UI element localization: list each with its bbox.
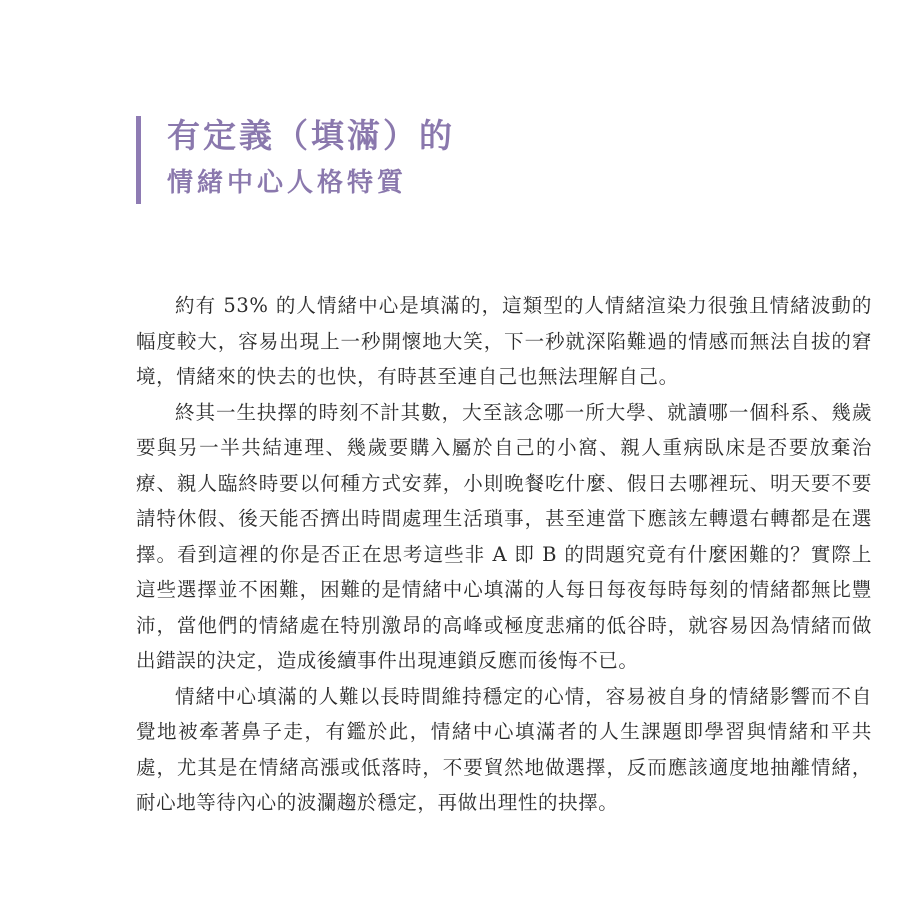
section-title-line2: 情緒中心人格特質 bbox=[167, 168, 408, 198]
section-title-line1: 有定義（填滿）的 bbox=[167, 116, 455, 155]
paragraph-2: 終其一生抉擇的時刻不計其數，大至該念哪一所大學、就讀哪一個科系、幾歲要與另一半共結連理、幾歲要購入屬於自己的小窩、親人重病臥床是否要放棄治療、親人臨終時要以何種方式安葬，小則晚餐吃什麼、假日去哪裡玩、明天要不要請特休假、後天能否擠出時間處理生活瑣事，甚至連當下應該左轉還右轉都是在選擇。看到這裡的你是否正在思考這些非 A 即 B 的問題究竟有什麼困難的？實際上這些選擇並不困難，困難的是情緒中心填滿的人每日每夜每時每刻的情緒都無比豐沛，當他們的情緒處在特別激昂的高峰或極度悲痛的低谷時，就容易因為情緒而做出錯誤的決定，造成後續事件出現連鎖反應而後悔不已。 bbox=[136, 400, 872, 672]
paragraph-1: 約有 53% 的人情緒中心是填滿的，這類型的人情緒渲染力很強且情緒波動的幅度較大，容易出現上一秒開懷地大笑，下一秒就深陷難過的情感而無法自拔的窘境，情緒來的快去的也快，有時甚至連自己也無法理解自己。 bbox=[136, 294, 872, 388]
body-text bbox=[136, 288, 872, 821]
paragraph-3: 情緒中心填滿的人難以長時間維持穩定的心情，容易被自身的情緒影響而不自覺地被牽著鼻子走，有鑑於此，情緒中心填滿者的人生課題即學習與情緒和平共處，尤其是在情緒高漲或低落時，不要貿然地做選擇，反而應該適度地抽離情緒，耐心地等待內心的波瀾趨於穩定，再做出理性的抉擇。 bbox=[136, 684, 872, 814]
section-heading bbox=[136, 116, 455, 204]
